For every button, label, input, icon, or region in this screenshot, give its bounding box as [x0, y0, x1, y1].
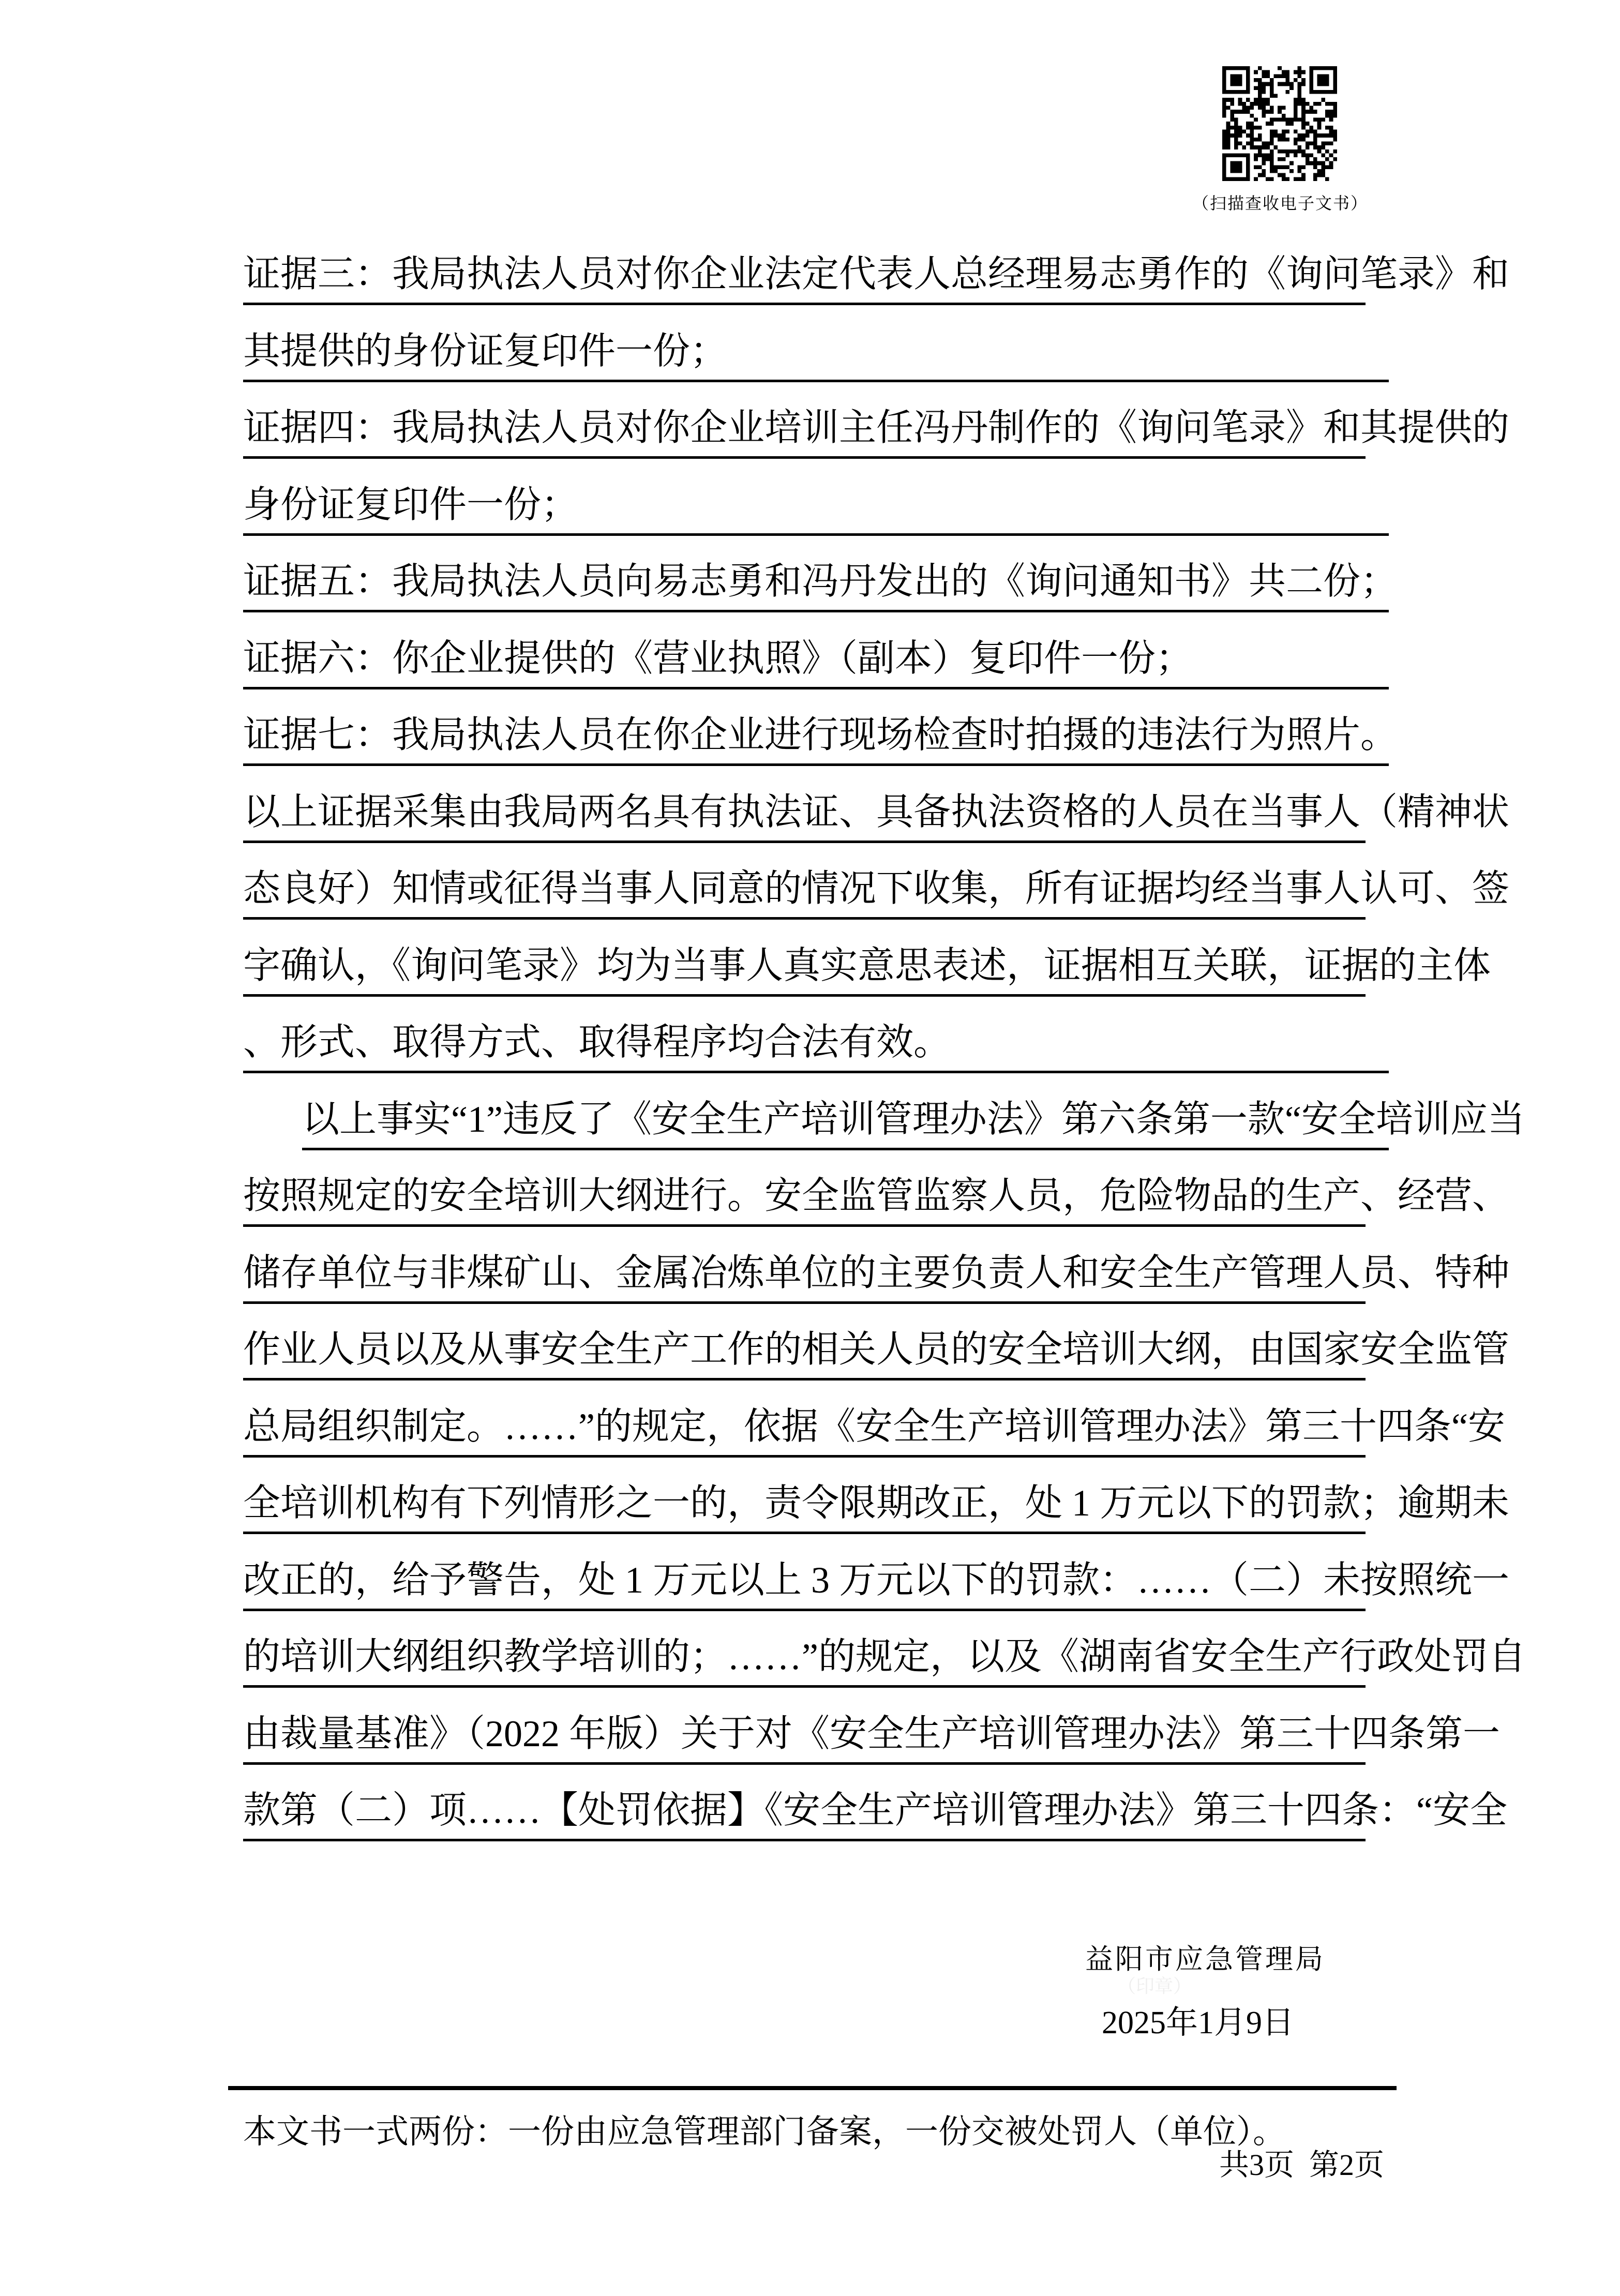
page-count: 共3页 第2页 [1219, 2148, 1384, 2182]
body-line: 改正的，给予警告，处 1 万元以上 3 万元以下的罚款：……（二）未按照统一 [243, 1554, 1366, 1611]
body-line: 其提供的身份证复印件一份； [243, 325, 1389, 382]
body-line: 全培训机构有下列情形之一的，责令限期改正，处 1 万元以下的罚款；逾期未 [243, 1477, 1366, 1534]
body-line: 证据六：你企业提供的《营业执照》（副本）复印件一份； [243, 633, 1389, 689]
body-line: 款第（二）项……【处罚依据】《安全生产培训管理办法》第三十四条：“安全 [243, 1784, 1366, 1841]
qr-code [1222, 66, 1337, 181]
body-line: 证据五：我局执法人员向易志勇和冯丹发出的《询问通知书》共二份； [243, 556, 1389, 612]
body-line: 的培训大纲组织教学培训的；……”的规定，以及《湖南省安全生产行政处罚自 [243, 1631, 1366, 1688]
body-line: 证据三：我局执法人员对你企业法定代表人总经理易志勇作的《询问笔录》和 [243, 248, 1366, 305]
body-line: 、形式、取得方式、取得程序均合法有效。 [243, 1016, 1389, 1073]
qr-caption: （扫描查收电子文书） [1192, 194, 1368, 213]
body-line: 态良好）知情或征得当事人同意的情况下收集，所有证据均经当事人认可、签 [243, 863, 1366, 920]
body-line: 身份证复印件一份； [243, 479, 1389, 536]
body-line: 按照规定的安全培训大纲进行。安全监管监察人员，危险物品的生产、经营、 [243, 1170, 1366, 1227]
body-line: 证据四：我局执法人员对你企业培训主任冯丹制作的《询问笔录》和其提供的 [243, 402, 1366, 459]
body-line: 以上证据采集由我局两名具有执法证、具备执法资格的人员在当事人（精神状 [243, 786, 1366, 843]
body-line: 证据七：我局执法人员在你企业进行现场检查时拍摄的违法行为照片。 [243, 709, 1389, 766]
body-line: 总局组织制定。……”的规定，依据《安全生产培训管理办法》第三十四条“安 [243, 1401, 1366, 1458]
issue-date: 2025年1月9日 [1102, 2005, 1295, 2040]
footer-note: 本文书一式两份：一份由应急管理部门备案，一份交被处罚人（单位）。 [243, 2113, 1286, 2150]
issuing-organization: 益阳市应急管理局 [1085, 1944, 1325, 1975]
body-line: 作业人员以及从事安全生产工作的相关人员的安全培训大纲，由国家安全监管 [243, 1324, 1366, 1380]
body-line: 由裁量基准》（2022 年版）关于对《安全生产培训管理办法》第三十四条第一 [243, 1708, 1366, 1765]
body-line: 储存单位与非煤矿山、金属冶炼单位的主要负责人和安全生产管理人员、特种 [243, 1247, 1366, 1304]
body-line: 字确认，《询问笔录》均为当事人真实意思表述，证据相互关联，证据的主体 [243, 940, 1366, 997]
footer-divider [228, 2086, 1397, 2090]
stamp-placeholder: （印章） [1117, 1976, 1192, 1997]
body-line: 以上事实“1”违反了《安全生产培训管理办法》第六条第一款“安全培训应当 [302, 1093, 1389, 1150]
